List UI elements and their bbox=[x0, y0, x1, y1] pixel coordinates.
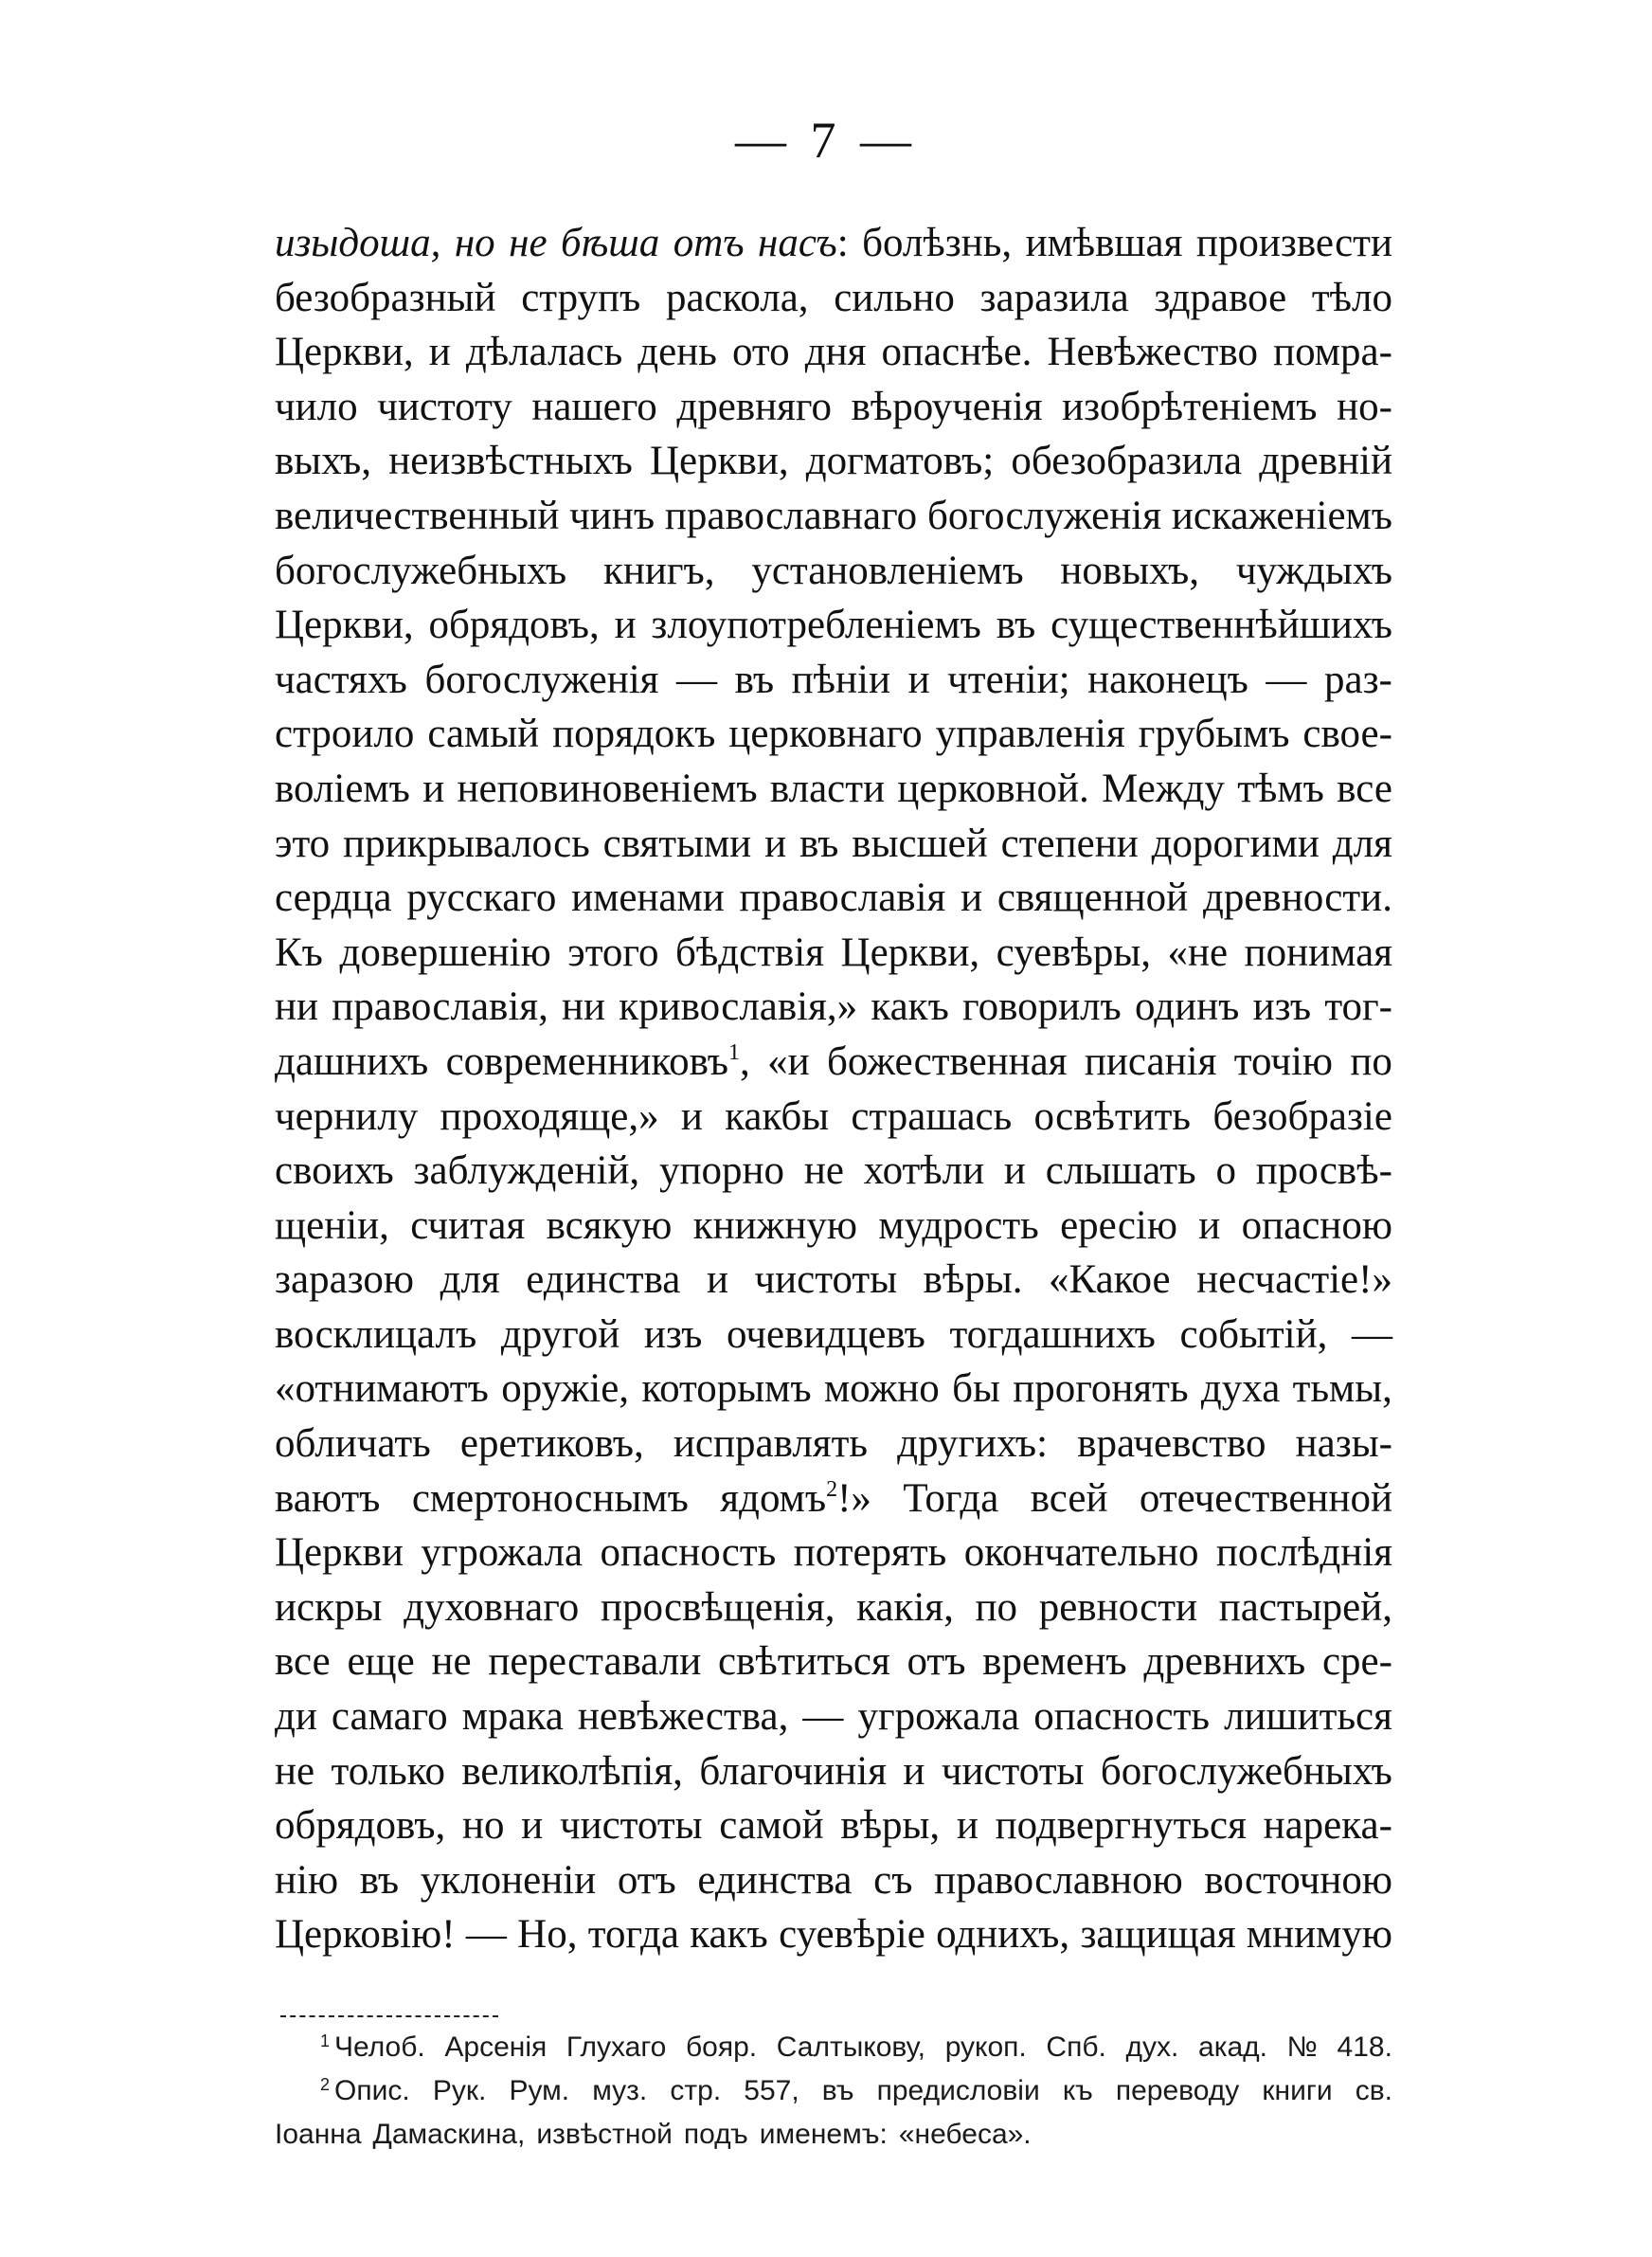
text-line: Церкви, и дѣлалась день ото дня опаснѣе. Невѣжество помра- bbox=[275, 330, 1392, 375]
text-line: восклицалъ другой изъ очевидцевъ тогдашнихъ событій, — bbox=[275, 1311, 1392, 1357]
text-line: ни православія, ни кривославія,» какъ говорилъ одинъ изъ тог- bbox=[275, 984, 1392, 1030]
footnote-marker: 1 bbox=[320, 2031, 335, 2050]
text-line: величественный чинъ православнаго богослуженія искаженіемъ bbox=[275, 493, 1392, 538]
text-line: Церкви, обрядовъ, и злоупотребленіемъ въ существеннѣйшихъ bbox=[275, 603, 1392, 648]
text-line: Церкви угрожала опасность потерять окончательно послѣднія bbox=[275, 1530, 1392, 1576]
text-line: чернилу проходяще,» и какбы страшась освѣтить безобразіе bbox=[275, 1093, 1392, 1139]
text-line: безобразный струпъ раскола, сильно заразила здравое тѣло bbox=[275, 275, 1392, 320]
text-line: Церковію! — Но, тогда какъ суевѣріе однихъ, защищая мнимую bbox=[275, 1912, 1392, 1958]
text-line: воліемъ и неповиновеніемъ власти церковной. Между тѣмъ все bbox=[275, 766, 1392, 811]
footnote-line: Іоанна Дамаскина, извѣстной подъ именемъ: «небеса». bbox=[275, 2119, 1032, 2150]
text-line: ваютъ смертоноснымъ ядомъ$^2$!» Тогда всей отечественной bbox=[275, 1475, 1392, 1521]
text-line: обрядовъ, но и чистоты самой вѣры, и подвергнуться нарека- bbox=[275, 1803, 1392, 1849]
text-line: заразою для единства и чистоты вѣры. «Какое несчастіе!» bbox=[275, 1257, 1392, 1303]
text-line: не только великолѣпія, благочинія и чистоты богослужебныхъ bbox=[275, 1748, 1392, 1794]
text-line: чило чистоту нашего древняго вѣроученія изобрѣтеніемъ но- bbox=[275, 384, 1392, 429]
text-line: Къ довершенію этого бѣдствія Церкви, суевѣры, «не понимая bbox=[275, 930, 1392, 975]
text-line: дашнихъ современниковъ$^1$, «и божественная писанія точію по bbox=[275, 1038, 1392, 1084]
footnote-marker: 2 bbox=[320, 2075, 335, 2094]
text-line: выхъ, неизвѣстныхъ Церкви, догматовъ; обезобразила древній bbox=[275, 439, 1392, 484]
footnote-reference: 2 bbox=[826, 1476, 838, 1502]
footnote-line: $^2$ Опис. Рук. Рум. муз. стр. 557, въ предисловіи къ переводу книги св. bbox=[320, 2075, 1392, 2106]
footnotes bbox=[275, 2026, 1392, 2157]
text-line: щеніи, считая всякую книжную мудрость ересію и опасною bbox=[275, 1202, 1392, 1248]
text-line: это прикрывалось святыми и въ высшей степени дорогими для bbox=[275, 821, 1392, 866]
text-line: сердца русскаго именами православія и священной древности. bbox=[275, 876, 1392, 921]
footnote-line: $^1$ Челоб. Арсенія Глухаго бояр. Салтыкову, рукоп. Спб. дух. акад. № 418. bbox=[320, 2031, 1392, 2063]
text-line: своихъ заблужденій, упорно не хотѣли и слышать о просвѣ- bbox=[275, 1148, 1392, 1194]
body-text bbox=[275, 216, 1392, 1962]
text-line: изыдоша, но не бѣша отъ насъ: болѣзнь, имѣвшая произвести bbox=[275, 221, 1392, 265]
text-line: обличать еретиковъ, исправлять другихъ: врачевство назы- bbox=[275, 1421, 1392, 1467]
footnote-divider bbox=[280, 2015, 498, 2017]
text-line: богослужебныхъ книгъ, установленіемъ новыхъ, чуждыхъ bbox=[275, 548, 1392, 593]
text-line: ди самаго мрака невѣжества, — угрожала опасность лишиться bbox=[275, 1694, 1392, 1740]
text-line: «отнимаютъ оружіе, которымъ можно бы прогонять духа тьмы, bbox=[275, 1366, 1392, 1412]
text-line: частяхъ богослуженія — въ пѣніи и чтеніи; наконецъ — раз- bbox=[275, 657, 1392, 702]
text-line: искры духовнаго просвѣщенія, какія, по ревности пастырей, bbox=[275, 1584, 1392, 1630]
page-number: — 7 — bbox=[735, 112, 917, 169]
text-line: нію въ уклоненіи отъ единства съ православною восточною bbox=[275, 1857, 1392, 1903]
footnote-reference: 1 bbox=[728, 1039, 741, 1065]
text-line: строило самый порядокъ церковнаго управленія грубымъ свое- bbox=[275, 712, 1392, 757]
text-line: все еще не переставали свѣтиться отъ временъ древнихъ сре- bbox=[275, 1639, 1392, 1685]
